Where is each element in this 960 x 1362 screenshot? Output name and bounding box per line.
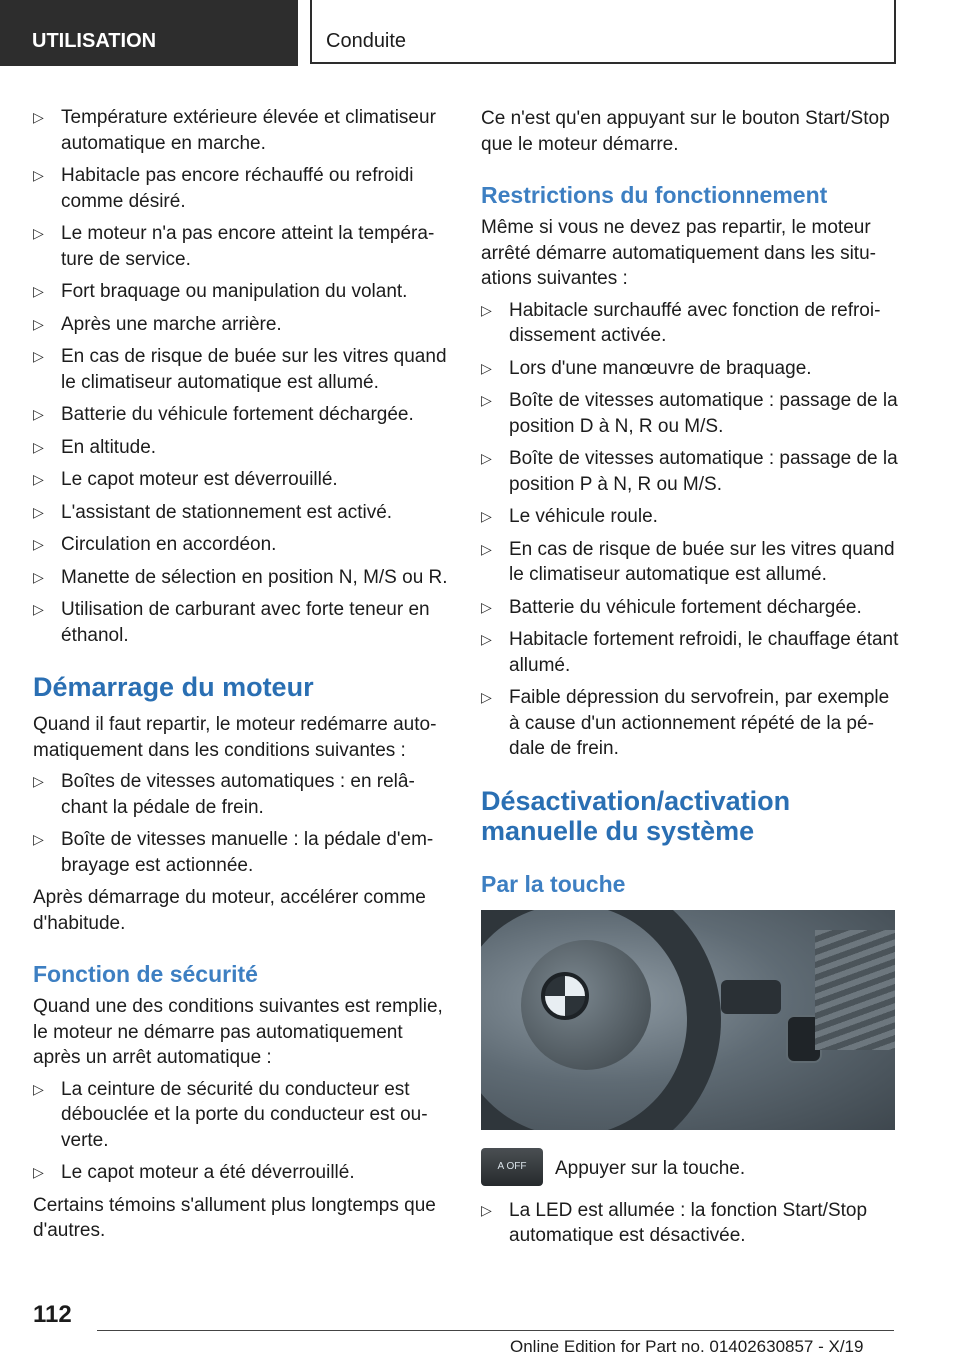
list-item (481, 627, 899, 678)
list-item (33, 163, 449, 214)
triangle-bullet-icon: ▷ (481, 631, 492, 647)
list-item (33, 1077, 449, 1154)
list-item (33, 827, 449, 878)
list-item (33, 597, 449, 648)
air-vent-illustration (815, 930, 895, 1050)
triangle-bullet-icon: ▷ (481, 392, 492, 408)
triangle-bullet-icon: ▷ (33, 601, 44, 617)
triangle-bullet-icon: ▷ (33, 406, 44, 422)
list-item (481, 1198, 899, 1249)
triangle-bullet-icon: ▷ (33, 1080, 44, 1097)
key-instruction-row (481, 1144, 899, 1188)
list-item-text: La ceinture de sécurité du conducteur est débouclée et la porte du conducteur est ouverte. (61, 1078, 428, 1151)
list-item (33, 312, 449, 338)
list-item (481, 537, 899, 588)
list-item (481, 685, 899, 762)
demarrage-intro: Quand il faut repartir, le moteur redémarre automatiquement dans les conditions suivantes : (33, 714, 437, 761)
list-item-text: Batterie du véhicule fortement déchargée. (509, 596, 862, 618)
securite-after: Certains témoins s'allument plus longtemps que d'autres. (33, 1194, 436, 1241)
list-item (481, 388, 899, 439)
list-item (33, 344, 449, 395)
right-column (481, 100, 899, 1256)
triangle-bullet-icon: ▷ (481, 598, 492, 615)
brand-logo-icon (541, 972, 589, 1020)
page-header (0, 0, 960, 66)
list-item (481, 446, 899, 497)
list-item-text: En cas de risque de buée sur les vitres quand le climatiseur automatique est allumé. (509, 538, 895, 585)
restrictions-intro: Même si vous ne devez pas repartir, le moteur arrêté démarre automatiquement dans les situations suivantes : (481, 217, 876, 289)
list-item-text: Utilisation de carburant avec forte teneur en éthanol. (61, 599, 430, 646)
triangle-bullet-icon: ▷ (33, 831, 44, 847)
list-item (33, 500, 449, 526)
list-item-text: Fort braquage ou manipulation du volant. (61, 281, 408, 302)
demarrage-after: Après démarrage du moteur, accélérer comme d'habitude. (33, 887, 426, 934)
triangle-bullet-icon: ▷ (33, 1164, 44, 1180)
triangle-bullet-icon: ▷ (33, 471, 44, 487)
list-item (481, 504, 899, 530)
securite-intro: Quand une des conditions suivantes est remplie, le moteur ne démarre pas automatiquement après un arrêt automatique : (33, 996, 443, 1068)
triangle-bullet-icon: ▷ (33, 438, 44, 455)
triangle-bullet-icon: ▷ (33, 348, 44, 364)
list-item (33, 467, 449, 493)
restart-conditions-list (33, 769, 449, 878)
auto-start-stop-off-icon: A OFF (481, 1148, 543, 1186)
section-title: UTILISATION (0, 0, 298, 66)
list-item (481, 595, 899, 621)
page-number: 112 (33, 1301, 72, 1328)
list-item-text: Le moteur n'a pas encore atteint la température de service. (61, 223, 435, 270)
triangle-bullet-icon: ▷ (481, 359, 492, 376)
conditions-list (33, 105, 449, 648)
triangle-bullet-icon: ▷ (33, 773, 44, 789)
list-item-text: Le capot moteur est déverrouillé. (61, 469, 338, 490)
list-item-text: La LED est allumée : la fonction Start/Stop automatique est désactivée. (509, 1199, 868, 1246)
triangle-bullet-icon: ▷ (481, 450, 492, 466)
list-item (481, 298, 899, 349)
heading-touche: Par la touche (481, 870, 626, 897)
heading-restrictions: Restrictions du fonctionnement (481, 182, 828, 208)
list-item-text: Boîte de vitesses manuelle : la pédale d'embrayage est actionnée. (61, 829, 434, 876)
triangle-bullet-icon: ▷ (481, 301, 492, 318)
list-item-text: L'assistant de stationnement est activé. (61, 501, 393, 523)
footer-divider (97, 1330, 894, 1331)
heading-securite: Fonction de sécurité (33, 961, 258, 987)
triangle-bullet-icon: ▷ (481, 540, 492, 557)
list-item (33, 105, 449, 156)
list-item-text: Manette de sélection en position N, M/S ou R. (61, 566, 448, 588)
heading-desactivation: Désactivation/activation manuelle du système (481, 785, 791, 846)
list-item-text: Température extérieure élevée et climatiseur automatique en marche. (61, 107, 436, 154)
left-column (33, 100, 449, 1250)
right-intro: Ce n'est qu'en appuyant sur le bouton Start/Stop que le moteur démarre. (481, 108, 890, 155)
restrictions-list (481, 298, 899, 762)
list-item-text: Batterie du véhicule fortement déchargée. (61, 404, 414, 425)
list-item-text: Lors d'une manœuvre de braquage. (509, 357, 812, 379)
list-item (33, 402, 449, 428)
triangle-bullet-icon: ▷ (33, 167, 44, 183)
list-item-text: Habitacle fortement refroidi, le chauffage étant allumé. (509, 629, 899, 676)
list-item (33, 769, 449, 820)
list-item-text: Faible dépression du servofrein, par exemple à cause d'un actionnement répété de la pédale de frein. (509, 687, 890, 759)
list-item-text: En altitude. (61, 436, 157, 458)
triangle-bullet-icon: ▷ (33, 283, 44, 299)
list-item-text: Habitacle surchauffé avec fonction de refroidissement activée. (509, 299, 881, 346)
triangle-bullet-icon: ▷ (33, 315, 44, 332)
list-item (33, 279, 449, 305)
list-item-text: Boîtes de vitesses automatiques : en relâchant la pédale de frein. (61, 771, 415, 818)
list-item (33, 532, 449, 558)
list-item-text: Circulation en accordéon. (61, 534, 277, 555)
control-stalk-illustration (721, 980, 781, 1014)
list-item (33, 1160, 449, 1186)
triangle-bullet-icon: ▷ (481, 508, 492, 524)
list-item (481, 356, 899, 382)
triangle-bullet-icon: ▷ (33, 568, 44, 585)
list-item-text: Le capot moteur a été déverrouillé. (61, 1162, 355, 1183)
key-instruction: Appuyer sur la touche. (555, 1157, 746, 1179)
list-item-text: Boîte de vitesses automatique : passage de la position D à N, R ou M/S. (509, 390, 898, 437)
list-item (33, 565, 449, 591)
footer-edition: Online Edition for Part no. 01402630857 - X/19 (510, 1337, 864, 1356)
triangle-bullet-icon: ▷ (33, 109, 44, 125)
triangle-bullet-icon: ▷ (481, 1201, 492, 1218)
list-item-text: En cas de risque de buée sur les vitres quand le climatiseur automatique est allumé. (61, 346, 447, 393)
triangle-bullet-icon: ▷ (33, 503, 44, 520)
triangle-bullet-icon: ▷ (481, 689, 492, 705)
safety-conditions-list (33, 1077, 449, 1186)
list-item (33, 435, 449, 461)
list-item (33, 221, 449, 272)
list-item-text: Boîte de vitesses automatique : passage de la position P à N, R ou M/S. (509, 448, 898, 495)
list-item-text: Le véhicule roule. (509, 506, 658, 527)
triangle-bullet-icon: ▷ (33, 536, 44, 552)
chapter-title: Conduite (310, 0, 896, 64)
list-item-text: Habitacle pas encore réchauffé ou refroidi comme désiré. (61, 165, 414, 212)
led-status-list (481, 1198, 899, 1249)
dashboard-photo (481, 910, 895, 1130)
list-item-text: Après une marche arrière. (61, 313, 282, 335)
triangle-bullet-icon: ▷ (33, 225, 44, 241)
heading-demarrage: Démarrage du moteur (33, 672, 314, 702)
